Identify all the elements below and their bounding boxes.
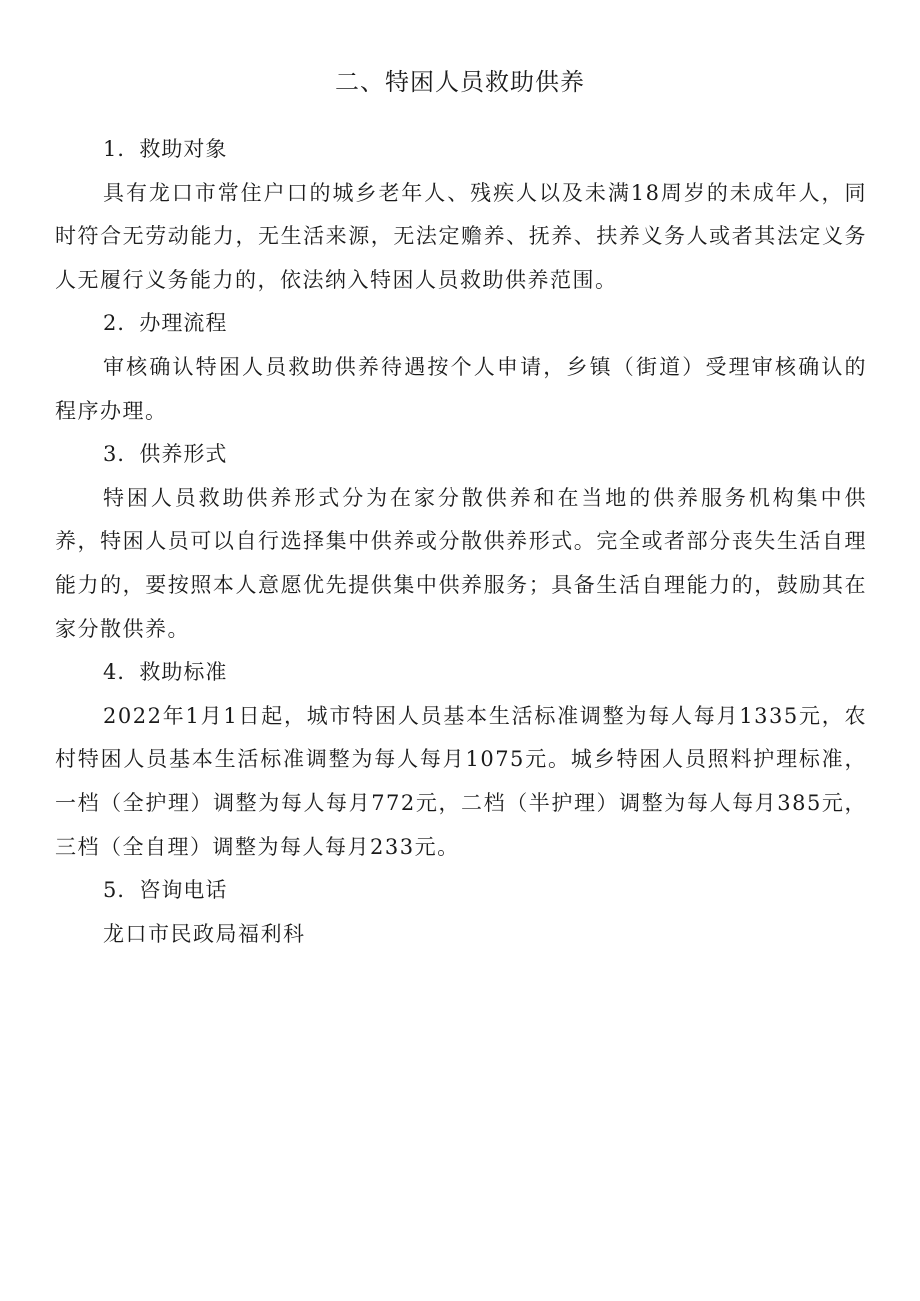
section-procedure	[55, 302, 867, 433]
section-heading: 4．救助标准	[103, 660, 228, 685]
section-paragraph: 审核确认特困人员救助供养待遇按个人申请，乡镇（街道）受理审核确认的程序办理。	[55, 354, 867, 423]
section-relief-targets	[55, 128, 867, 302]
section-heading: 5．咨询电话	[103, 878, 228, 903]
section-paragraph: 特困人员救助供养形式分为在家分散供养和在当地的供养服务机构集中供养，特困人员可以自行选择集中供养或分散供养形式。完全或者部分丧失生活自理能力的，要按照本人意愿优先提供集中供养服务；具备生活自理能力的，鼓励其在家分散供养。	[55, 485, 867, 641]
document-title: 二、特困人员救助供养	[335, 68, 585, 96]
section-support-forms	[55, 433, 867, 651]
section-paragraph: 具有龙口市常住户口的城乡老年人、残疾人以及未满18周岁的未成年人，同时符合无劳动能力，无生活来源，无法定赡养、抚养、扶养义务人或者其法定义务人无履行义务能力的，依法纳入特困人员救助供养范围。	[55, 180, 867, 292]
document-body	[55, 128, 867, 956]
section-contact	[55, 869, 867, 956]
section-heading: 3．供养形式	[103, 442, 228, 467]
section-paragraph: 2022年1月1日起，城市特困人员基本生活标准调整为每人每月1335元，农村特困人员基本生活标准调整为每人每月1075元。城乡特困人员照料护理标准，一档（全护理）调整为每人每月772元，二档（半护理）调整为每人每月385元，三档（全自理）调整为每人每月233元。	[55, 703, 867, 859]
section-heading: 2．办理流程	[103, 311, 228, 336]
section-paragraph: 龙口市民政局福利科	[103, 921, 306, 946]
section-heading: 1．救助对象	[103, 137, 228, 161]
section-relief-standards	[55, 651, 867, 869]
